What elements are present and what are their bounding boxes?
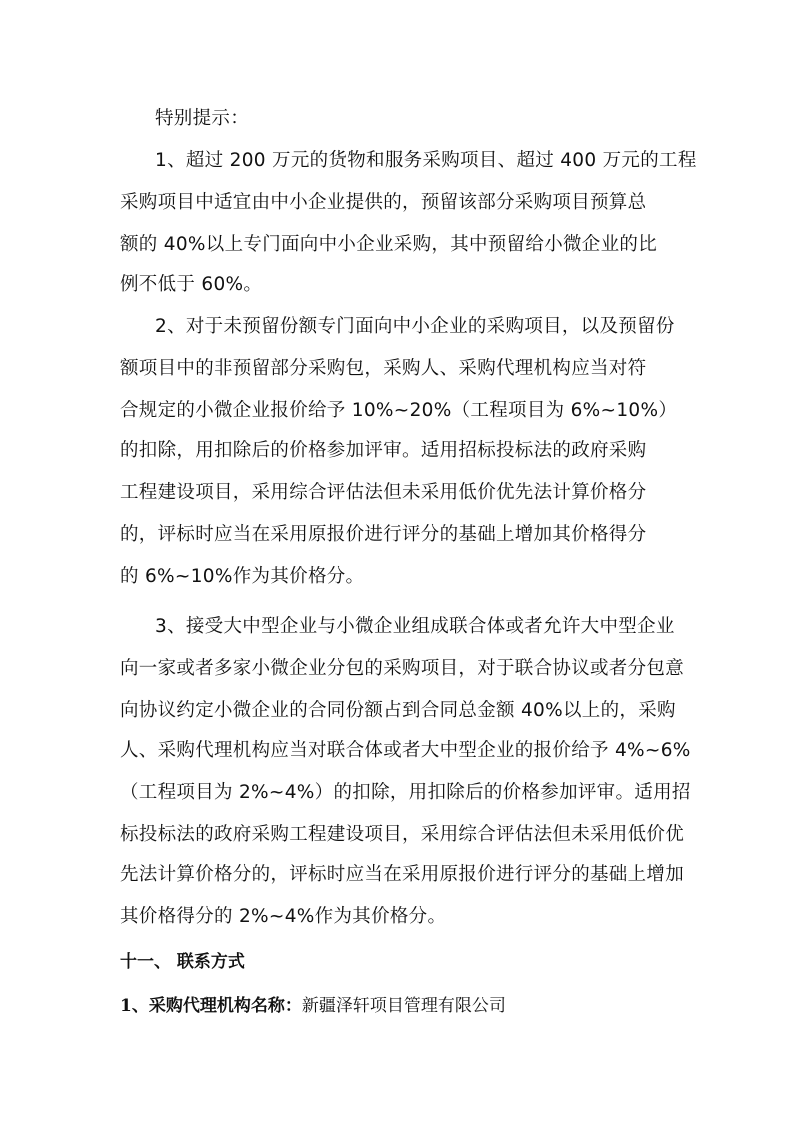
contact-label: 1、采购代理机构名称： bbox=[120, 996, 302, 1016]
notice-title: 特别提示： bbox=[155, 108, 250, 129]
section-heading: 十一、 联系方式 bbox=[120, 952, 245, 972]
item2-line-1: 2、对于未预留份额专门面向中小企业的采购项目，以及预留份 bbox=[155, 316, 675, 337]
item3-line-2: 向一家或者多家小微企业分包的采购项目，对于联合协议或者分包意 bbox=[120, 658, 685, 679]
item3-line-7: 先法计算价格分的，评标时应当在采用原报价进行评分的基础上增加 bbox=[120, 864, 685, 885]
contact-line bbox=[120, 994, 506, 1018]
item3-line-6: 标投标法的政府采购工程建设项目，采用综合评估法但未采用低价优 bbox=[120, 824, 685, 845]
item1-line-3: 额的 40%以上专门面向中小企业采购，其中预留给小微企业的比 bbox=[120, 234, 658, 255]
item2-line-7: 的 6%~10%作为其价格分。 bbox=[120, 566, 365, 587]
item3-line-5: （工程项目为 2%~4%）的扣除，用扣除后的价格参加评审。适用招 bbox=[120, 782, 691, 803]
item2-line-2: 额项目中的非预留部分采购包，采购人、采购代理机构应当对符 bbox=[120, 358, 647, 379]
item1-line-1: 1、超过 200 万元的货物和服务采购项目、超过 400 万元的工程 bbox=[155, 150, 697, 171]
item2-line-3: 合规定的小微企业报价给予 10%~20%（工程项目为 6%~10%） bbox=[120, 400, 678, 421]
item3-line-1: 3、接受大中型企业与小微企业组成联合体或者允许大中型企业 bbox=[155, 616, 675, 637]
item2-line-5: 工程建设项目，采用综合评估法但未采用低价优先法计算价格分 bbox=[120, 482, 647, 503]
item3-line-3: 向协议约定小微企业的合同份额占到合同总金额 40%以上的，采购 bbox=[120, 700, 676, 721]
contact-value: 新疆泽轩项目管理有限公司 bbox=[301, 996, 506, 1016]
item2-line-6: 的，评标时应当在采用原报价进行评分的基础上增加其价格得分 bbox=[120, 524, 647, 545]
item3-line-8: 其价格得分的 2%~4%作为其价格分。 bbox=[120, 906, 447, 927]
item2-line-4: 的扣除，用扣除后的价格参加评审。适用招标投标法的政府采购 bbox=[120, 440, 647, 461]
item1-line-2: 采购项目中适宜由中小企业提供的，预留该部分采购项目预算总 bbox=[120, 192, 647, 213]
item3-line-4: 人、采购代理机构应当对联合体或者大中型企业的报价给予 4%~6% bbox=[120, 740, 691, 761]
item1-line-4: 例不低于 60%。 bbox=[120, 274, 263, 295]
